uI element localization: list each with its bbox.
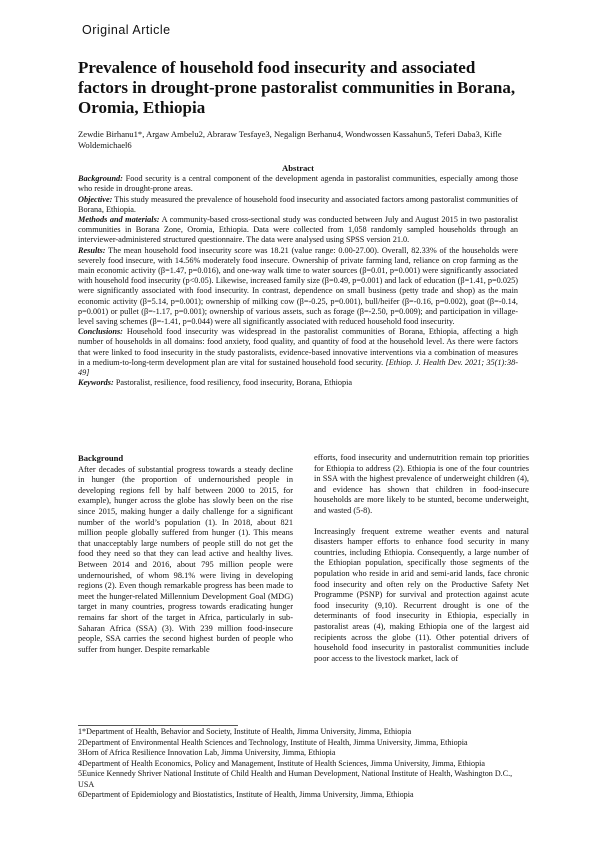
- abstract-methods: Methods and materials: A community-based cross-sectional study was conducted between July and August 2015 in two pastoralist communities in Borana Zone, Oromia, Ethiopia. Data were collected from 1,058 randomly sampled households through an interviewer-administered structured questionnaire. The data were analysed using SPSS version 21.0.: [78, 215, 518, 245]
- author-list: Zewdie Birhanu1*, Argaw Ambelu2, Abraraw Tesfaye3, Negalign Berhanu4, Wondwossen Kassahun5, Teferi Daba3, Kifle Woldemichael6: [78, 129, 502, 150]
- footnote: 5Eunice Kennedy Shriver National Institute of Child Health and Human Development, National Institute of Health, Washington D.C., USA: [78, 769, 513, 789]
- abstract-background: Background: Food security is a central component of the development agenda in pastoralist communities, especially among those who reside in drought-prone areas.: [78, 174, 518, 194]
- article-type-header: Original Article: [82, 23, 171, 37]
- keywords-label: Keywords:: [78, 378, 114, 388]
- footnote-divider: [78, 725, 238, 726]
- background-heading: Background: [78, 453, 124, 463]
- abstract-methods-label: Methods and materials:: [78, 215, 160, 225]
- abstract-results: Results: The mean household food insecurity score was 18.21 (value range: 0.00-27.00). Overall, 82.33% of the households were severely food insecure, with 14.56% moderately food insecure. Ownership of private farming land, reliance on crop farming as the main economic activity (β=1.47, p=0.016), and one-way walk time to water sources (β=0.01, p=0.001) were significantly associated with household food insecurity (p<0.05). Likewise, increased family size (β=0.49, p=0.001) and lack of education (β=1.41, p=0.025) were significantly associated with food insecurity. In contrast, dependence on small business (petty trade and shop) as the main economic activity (β=5.14, p=0.001); ownership of milking cow (β=-0.25, p=0.001), bull/heifer (β=-0.16, p=0.002), goat (β=-0.14, p=0.001) or pullet (β=-1.17, p=0.001); ownership of various assets, such as forage (β=-2.50, p=0.009); and participation in village-level saving schemes (β=-1.41, p=0.044) were all significantly associated with reduced household food insecurity.: [78, 245, 519, 327]
- abstract-objective-label: Objective:: [78, 194, 113, 204]
- body-right-column: [314, 453, 529, 674]
- body-paragraph: efforts, food insecurity and undernutrition remain top priorities for Ethiopia to address (2). Ethiopia is one of the four countries in SSA with the highest prevalence of underweight children (4), and evidence has shown that children in food-insecure households are more likely to be stunted, become underweight, and wasted (5-8).: [314, 453, 529, 515]
- footnote: 4Department of Health Economics, Policy and Management, Institute of Health Sciences, Jimma University, Jimma, Ethiopia: [78, 758, 485, 768]
- footnote: 6Department of Epidemiology and Biostatistics, Institute of Health, Jimma University, Jimma, Ethiopia: [78, 790, 414, 799]
- affiliation-footnotes: [78, 727, 518, 801]
- body-left-column: [78, 453, 293, 665]
- footnote: 1*Department of Health, Behavior and Society, Institute of Health, Jimma University, Jimma, Ethiopia: [78, 727, 412, 736]
- footnote: 2Department of Environmental Health Sciences and Technology, Institute of Health, Jimma University, Jimma, Ethiopia: [78, 737, 468, 747]
- article-title: Prevalence of household food insecurity and associated factors in drought-prone pastoralist communities in Borana, Oromia, Ethiopia: [78, 58, 516, 117]
- citation: [Ethiop. J. Health Dev. 2021; 35(1):38-49]: [78, 357, 519, 378]
- body-paragraph: After decades of substantial progress towards a steady decline in hunger (the proportion of undernourished people in developing regions fell by half between 2000 to 2015, for example), hunger across the globe has slowly been on the rise since 2015, making hunger a daily challenge for a significant number of the world’s population (1). In 2018, about 821 million people globally suffered from hunger (1). This means that unacceptably large numbers of people still do not get the food they need so that they can lead active and healthy lives. Between 2014 and 2016, about 795 million people were undernourished, of whom 98.1% were living in developing regions (2). Even though remarkable progress has been made to meet the hunger-related Millennium Development Goal (MDG) target in many countries, progress towards eradicating hunger remains far short of the target in Africa, particularly in sub-Saharan Africa (SSA) (3). With 239 million food-insecure people, SSA carries the second highest burden of people who suffer from hunger. Despite remarkable: [78, 464, 293, 654]
- abstract-results-label: Results:: [78, 245, 106, 255]
- abstract: [78, 163, 518, 388]
- abstract-heading: Abstract: [282, 163, 314, 173]
- abstract-keywords: Keywords: Pastoralist, resilience, food resiliency, food insecurity, Borana, Ethiopia: [78, 378, 353, 388]
- body-paragraph: Increasingly frequent extreme weather events and natural disasters hamper efforts to enhance food security in many countries, including Ethiopia. Consequently, a large number of the Ethiopian population, specifically those segments of the population who reside in arid and semi-arid lands, face chronic food insecurity and often rely on the Productive Safety Net Programme (PSNP) for survival and protection against acute food insecurity (9,10). Recurrent drought is one of the determinants of food insecurity in Ethiopia, especially in pastoralist areas (4), making Ethiopia one of the largest aid recipients across the globe (11). Other potential drivers of household food insecurity in pastoralist communities include poor access to the livestock market, lack of: [314, 526, 529, 663]
- abstract-objective: Objective: This study measured the prevalence of household food insecurity and associated factors among pastoralist communities of Borana, Ethiopia.: [78, 194, 518, 214]
- abstract-conclusions: Conclusions: Household food insecurity was widespread in the pastoralist communities of Borana, Ethiopia, affecting a high number of households in all domains: food anxiety, food quality, and quantity of food at the household level. As there were factors that were linked to food insecurity in the study pastoralists, evidence-based innovative interventions via a combination of measures in a medium-to-long-term development plan are vital for sustained household food security. [Ethiop. J. Health Dev. 2021; 35(1):38-49]: [78, 327, 519, 378]
- abstract-conclusions-label: Conclusions:: [78, 327, 123, 337]
- abstract-background-label: Background:: [78, 174, 123, 184]
- footnote: 3Horn of Africa Resilience Innovation Lab, Jimma University, Jimma, Ethiopia: [78, 748, 336, 757]
